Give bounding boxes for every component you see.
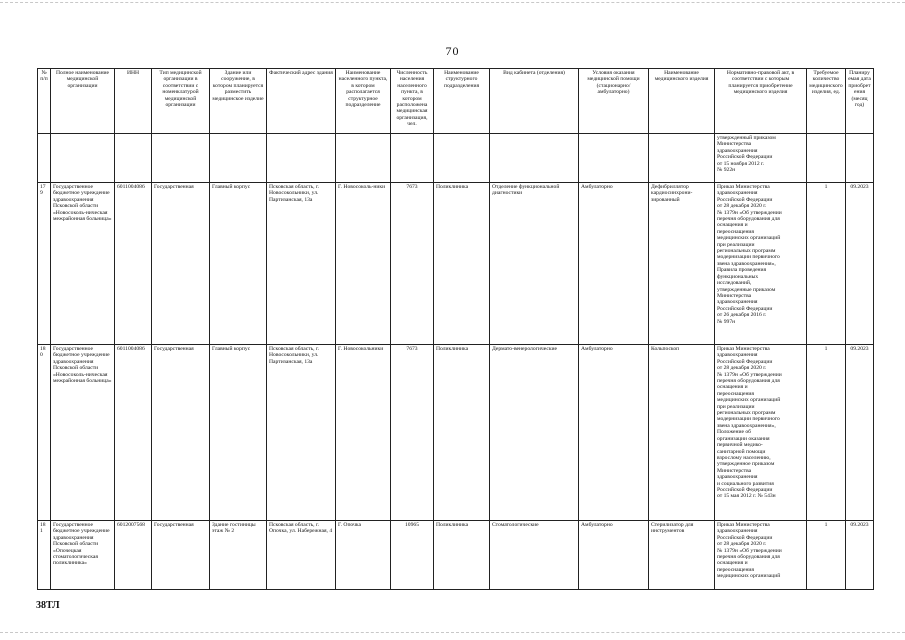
- law-line: № 997н: [717, 318, 736, 325]
- law-cell: [715, 183, 807, 345]
- table-cell: [210, 134, 267, 183]
- header-num: № п/п: [38, 69, 51, 134]
- table-row: [38, 345, 874, 521]
- device: Кольпоскоп: [649, 345, 715, 521]
- device: Дефибриллятор кардиосинхрони-зированный: [649, 183, 715, 345]
- page-number: 70: [445, 44, 460, 58]
- law-line: организации оказания: [717, 435, 770, 442]
- table-cell: [490, 134, 579, 183]
- table-cell: [152, 134, 210, 183]
- table-cell: [649, 134, 715, 183]
- cabinet: Стоматологические: [490, 521, 579, 590]
- law-line: оснащения и: [717, 222, 748, 229]
- law-cell: [715, 521, 807, 590]
- settlement: Г. Новосокольники: [336, 345, 391, 521]
- org-name: Государственное бюджетное учреждение здравоохранения Псковской области «Новосоколь-ническая межрайонная больница»: [51, 183, 115, 345]
- header-inn: ИНН: [115, 69, 152, 134]
- table-cell: [807, 134, 846, 183]
- law-line: медицинских организаций: [717, 397, 781, 404]
- building: Здание гостиницы этаж № 2: [210, 521, 267, 590]
- law-line: утвержденные приказом: [717, 286, 776, 293]
- law-line: от 26 декабря 2016 г.: [717, 312, 767, 319]
- purchase-date: 09.2023: [846, 345, 874, 521]
- header-address: Фактический адрес здания: [267, 69, 336, 134]
- law-line: переоснащения: [717, 390, 755, 397]
- header-quantity: Требуемое количество медицинского изделия, ед.: [807, 69, 846, 134]
- law-line: звена здравоохранения»,: [717, 422, 776, 429]
- law-line: переоснащения: [717, 228, 755, 235]
- cabinet: Отделение функциональной диагностики: [490, 183, 579, 345]
- row-number: 181: [38, 521, 51, 590]
- law-line: функциональных: [717, 273, 759, 280]
- law-line: переоснащения: [717, 566, 755, 573]
- law-line: региональных программ: [717, 410, 776, 417]
- purchase-date: 09.2023: [846, 183, 874, 345]
- law-line: модернизации первичного: [717, 254, 780, 261]
- table-header-row: [38, 69, 874, 134]
- law-cell: [715, 345, 807, 521]
- header-conditions: Условия оказания медицинской помощи (стационарно/ амбулаторно): [579, 69, 649, 134]
- law-line: от 28 декабря 2020 г.: [717, 203, 767, 210]
- building: Главный корпус: [210, 183, 267, 345]
- law-line: № 1379н «Об утверждении: [717, 371, 782, 378]
- division: Поликлиника: [434, 183, 490, 345]
- law-line: Министерства: [717, 292, 752, 299]
- quantity: 1: [807, 521, 846, 590]
- law-line: перечня оборудования для: [717, 378, 780, 385]
- law-line: здравоохранения: [717, 474, 758, 481]
- law-line: медицинских организаций: [717, 573, 781, 580]
- org-name: Государственное бюджетное учреждение здравоохранения Псковской области «Опочецкая стоматологическая поликлиника»: [51, 521, 115, 590]
- law-line: перечня оборудования для: [717, 216, 780, 223]
- law-line: № 1379н «Об утверждении: [717, 547, 782, 554]
- settlement: Г. Опочка: [336, 521, 391, 590]
- law-line: № 1379н «Об утверждении: [717, 209, 782, 216]
- law-line: медицинских организаций: [717, 235, 781, 242]
- inn: 6011004086: [115, 345, 152, 521]
- law-line: Положение об: [717, 429, 751, 436]
- law-line: от 15 ноября 2012 г.: [717, 160, 765, 167]
- table-cell: [267, 134, 336, 183]
- org-type: Государственная: [152, 521, 210, 590]
- inn: 6012007568: [115, 521, 152, 590]
- law-cell-continuation: [715, 134, 807, 183]
- law-line: региональных программ: [717, 248, 776, 255]
- law-line: модернизации первичного: [717, 416, 780, 423]
- conditions: Амбулаторно: [579, 345, 649, 521]
- table-cell: [846, 134, 874, 183]
- law-line: и социального развития: [717, 480, 774, 487]
- conditions: Амбулаторно: [579, 521, 649, 590]
- law-line: здравоохранения: [717, 299, 758, 306]
- conditions: Амбулаторно: [579, 183, 649, 345]
- law-line: здравоохранения: [717, 352, 758, 359]
- law-line: Российской Федерации: [717, 196, 773, 203]
- law-line: Правила проведения: [717, 267, 767, 274]
- purchase-date: 09.2023: [846, 521, 874, 590]
- header-cabinet: Вид кабинета (отделения): [490, 69, 579, 134]
- law-line: здравоохранения: [717, 190, 758, 197]
- table-row-continuation: [38, 134, 874, 183]
- law-line: при реализации: [717, 403, 755, 410]
- law-line: Российской Федерации: [717, 154, 773, 161]
- law-line: Приказ Министерства: [717, 522, 770, 528]
- law-line: Министерства: [717, 467, 752, 474]
- law-line: первичной медико-: [717, 442, 763, 449]
- address: Псковская область, г. Новосокольники, ул. Партизанская, 13а: [267, 183, 336, 345]
- law-line: исследований,: [717, 280, 752, 287]
- law-line: № 922н: [717, 167, 736, 174]
- scan-edge-bottom: [0, 632, 905, 633]
- law-line: Российской Федерации: [717, 358, 773, 365]
- law-line: Приказ Министерства: [717, 346, 770, 352]
- law-line: Министерства: [717, 141, 752, 148]
- law-line: Российской Федерации: [717, 305, 773, 312]
- population: 7673: [391, 183, 434, 345]
- law-line: от 15 мая 2012 г. № 543н: [717, 493, 776, 500]
- law-line: Российской Федерации: [717, 534, 773, 541]
- inn: 6011004086: [115, 183, 152, 345]
- law-line: звена здравоохранения»,: [717, 260, 776, 267]
- equipment-registry-table: [37, 68, 874, 590]
- header-settlement: Наименование населенного пункта, в котором располагается структурное подразделение: [336, 69, 391, 134]
- settlement: Г. Новосоколь-ники: [336, 183, 391, 345]
- footer-code: 38ТЛ: [36, 600, 60, 611]
- table-cell: [579, 134, 649, 183]
- table-cell: [51, 134, 115, 183]
- cabinet: Дермато-венерологические: [490, 345, 579, 521]
- division: Поликлиника: [434, 345, 490, 521]
- table-cell: [336, 134, 391, 183]
- law-line: здравоохранения: [717, 528, 758, 535]
- row-number: 180: [38, 345, 51, 521]
- building: Главный корпус: [210, 345, 267, 521]
- table-cell: [434, 134, 490, 183]
- table-cell: [38, 134, 51, 183]
- law-line: перечня оборудования для: [717, 554, 780, 561]
- law-line: санитарной помощи: [717, 448, 766, 455]
- law-line: оснащения и: [717, 560, 748, 567]
- table-row: [38, 183, 874, 345]
- law-line: от 28 декабря 2020 г.: [717, 365, 767, 372]
- header-type: Тип медицинской организации в соответствии с номенклатурой медицинской организации: [152, 69, 210, 134]
- law-line: Приказ Министерства: [717, 184, 770, 190]
- scan-edge-top: [0, 2, 905, 3]
- law-line: взрослому населению,: [717, 454, 771, 461]
- table-cell: [115, 134, 152, 183]
- org-name: Государственное бюджетное учреждение здравоохранения Псковской области «Новосоколь-ническая межрайонная больница»: [51, 345, 115, 521]
- population: 7673: [391, 345, 434, 521]
- address: Псковская область, г. Опочка, ул. Набережная, 4: [267, 521, 336, 590]
- table-cell: [391, 134, 434, 183]
- law-line: здравоохранения: [717, 147, 758, 154]
- table-row: [38, 521, 874, 590]
- header-division: Наименование структурного подразделения: [434, 69, 490, 134]
- org-type: Государственная: [152, 183, 210, 345]
- law-line: при реализации: [717, 241, 755, 248]
- population: 10965: [391, 521, 434, 590]
- law-line: оснащения и: [717, 384, 748, 391]
- row-number: 179: [38, 183, 51, 345]
- address: Псковская область, г. Новосокольники, ул. Партизанская, 13а: [267, 345, 336, 521]
- law-line: от 28 декабря 2020 г.: [717, 541, 767, 548]
- quantity: 1: [807, 183, 846, 345]
- device: Стерилизатор для инструментов: [649, 521, 715, 590]
- header-org: Полное наименование медицинской организации: [51, 69, 115, 134]
- law-line: утвержденное приказом: [717, 461, 775, 468]
- header-date: Планируемая дата приобретения (месяц год): [846, 69, 874, 134]
- law-line: Российской Федерации: [717, 486, 773, 493]
- org-type: Государственная: [152, 345, 210, 521]
- division: Поликлиника: [434, 521, 490, 590]
- header-device: Наименование медицинского изделия: [649, 69, 715, 134]
- header-building: Здание или сооружение, в котором планируется разместить медицинское изделие: [210, 69, 267, 134]
- law-line: утвержденный приказом: [717, 135, 776, 141]
- quantity: 1: [807, 345, 846, 521]
- header-law: Нормативно-правовой акт, в соответствии с которым планируется приобретение медицинского изделия: [715, 69, 807, 134]
- header-population: Численность населения населенного пункта, в котором расположена медицинская организация, чел.: [391, 69, 434, 134]
